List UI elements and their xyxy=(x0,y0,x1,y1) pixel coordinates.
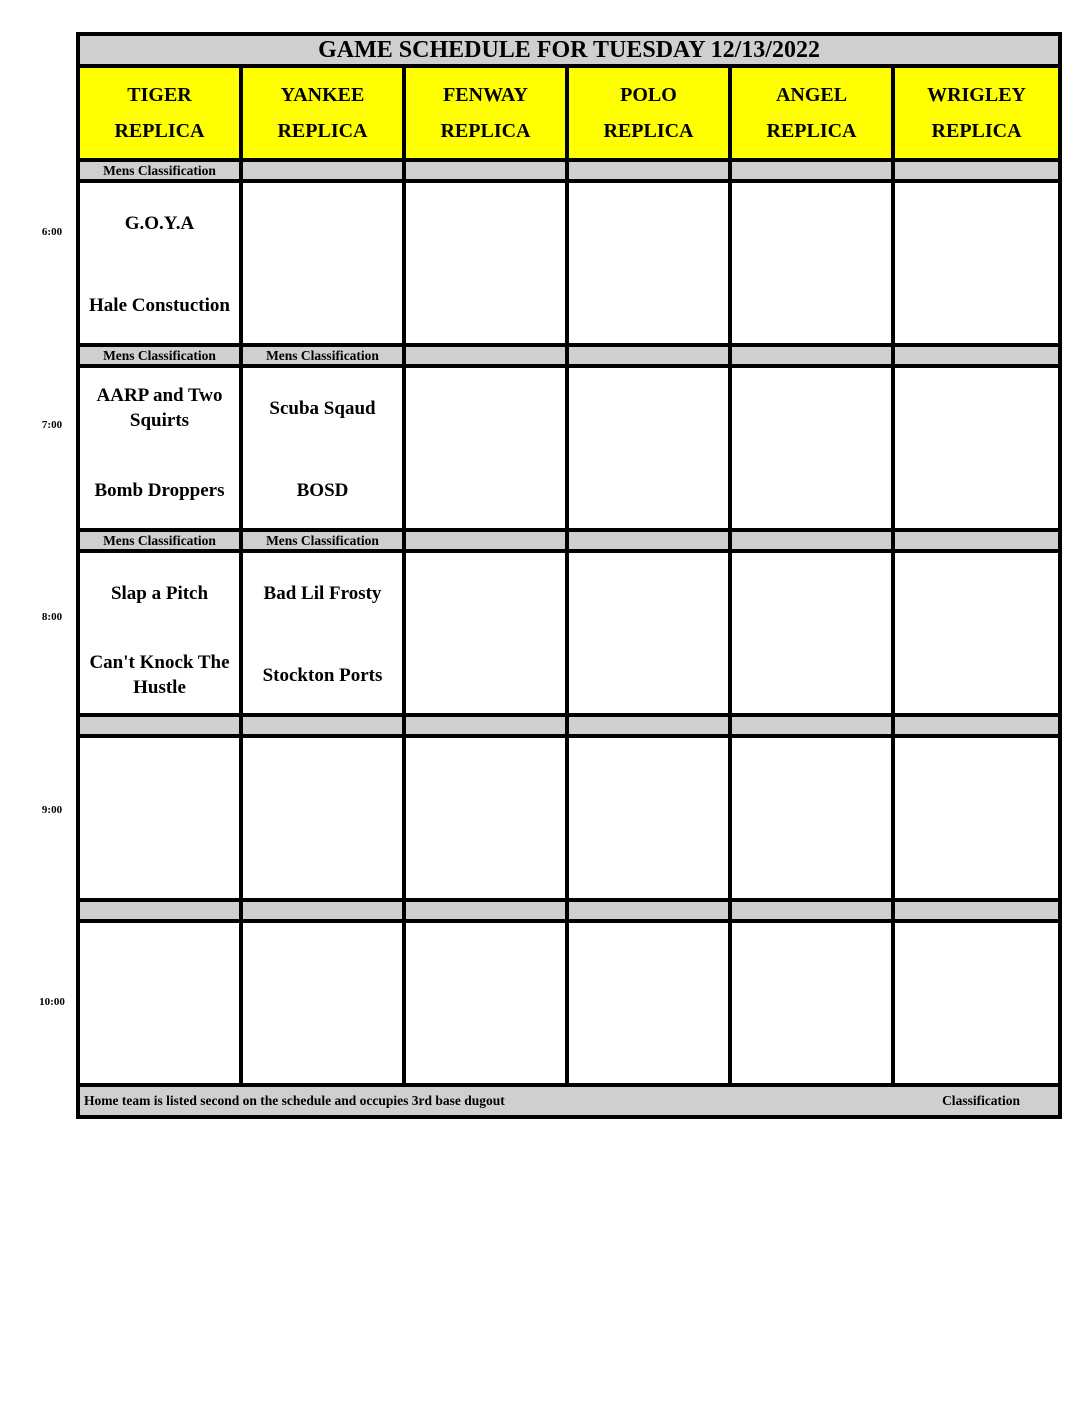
game-row xyxy=(78,181,1060,345)
game-cell xyxy=(730,736,893,900)
home-team: Hale Constuction xyxy=(89,294,230,316)
game-cell xyxy=(78,736,241,900)
classification-cell xyxy=(404,715,567,736)
field-header xyxy=(567,66,730,160)
field-header-row xyxy=(78,66,1060,160)
footer-row xyxy=(78,1085,1060,1117)
away-team xyxy=(243,183,402,263)
classification-cell xyxy=(404,345,567,366)
classification-cell xyxy=(404,900,567,921)
home-team xyxy=(895,637,1058,713)
field-header xyxy=(404,66,567,160)
footer-note-cell xyxy=(78,1085,1060,1117)
classification-row xyxy=(78,160,1060,181)
away-team xyxy=(243,923,402,1003)
game-cell xyxy=(893,181,1060,345)
title-row xyxy=(78,34,1060,66)
time-label: 9:00 xyxy=(41,803,63,816)
field-name: FENWAY xyxy=(443,84,528,106)
classification-cell xyxy=(893,530,1060,551)
home-team xyxy=(80,822,239,898)
home-team xyxy=(243,1007,402,1083)
away-team: G.O.Y.A xyxy=(124,212,195,234)
away-team: Bad Lil Frosty xyxy=(263,582,382,604)
field-sub: REPLICA xyxy=(277,120,368,142)
classification-cell xyxy=(893,900,1060,921)
classification-cell xyxy=(567,900,730,921)
home-team: Bomb Droppers xyxy=(94,479,225,501)
schedule-body xyxy=(78,34,1060,1085)
classification-cell: Mens Classification xyxy=(78,160,241,181)
footer-classification: Classification xyxy=(942,1093,1021,1108)
classification-row xyxy=(78,900,1060,921)
home-team xyxy=(895,452,1058,528)
classification-row xyxy=(78,345,1060,366)
home-team xyxy=(732,452,891,528)
game-row xyxy=(78,921,1060,1085)
away-team xyxy=(569,183,728,263)
game-cell xyxy=(241,921,404,1085)
away-team xyxy=(243,738,402,818)
away-team: Slap a Pitch xyxy=(110,582,209,604)
home-team xyxy=(406,1007,565,1083)
field-name: ANGEL xyxy=(775,84,848,106)
home-team xyxy=(569,637,728,713)
classification-cell xyxy=(78,715,241,736)
field-header xyxy=(78,66,241,160)
time-label: 7:00 xyxy=(41,418,63,431)
footer-note: Home team is listed second on the schedule and occupies 3rd base dugout xyxy=(84,1093,505,1108)
game-cell xyxy=(78,551,241,715)
away-team xyxy=(732,368,891,448)
game-cell xyxy=(730,366,893,530)
field-header xyxy=(730,66,893,160)
classification-cell: Mens Classification xyxy=(78,345,241,366)
home-team xyxy=(732,822,891,898)
away-team xyxy=(406,553,565,633)
classification-cell xyxy=(78,900,241,921)
classification-row xyxy=(78,530,1060,551)
time-label: 6:00 xyxy=(41,226,63,238)
away-team: Scuba Sqaud xyxy=(269,397,376,419)
game-cell xyxy=(404,181,567,345)
field-sub: REPLICA xyxy=(603,120,694,142)
home-team xyxy=(569,822,728,898)
field-name: YANKEE xyxy=(280,84,365,106)
classification-cell xyxy=(241,900,404,921)
away-team xyxy=(895,738,1058,818)
game-cell xyxy=(893,366,1060,530)
away-team xyxy=(895,923,1058,1003)
away-team xyxy=(732,738,891,818)
away-team: AARP and Two Squirts xyxy=(96,385,223,431)
game-cell xyxy=(78,181,241,345)
classification-cell xyxy=(567,345,730,366)
game-cell xyxy=(893,736,1060,900)
schedule-table xyxy=(76,32,1062,1119)
home-team xyxy=(243,822,402,898)
classification-cell xyxy=(567,530,730,551)
classification-cell xyxy=(567,715,730,736)
game-row xyxy=(78,551,1060,715)
away-team xyxy=(406,738,565,818)
away-team xyxy=(569,368,728,448)
game-cell xyxy=(893,551,1060,715)
game-cell xyxy=(404,736,567,900)
field-name: WRIGLEY xyxy=(927,84,1026,106)
schedule-sheet xyxy=(76,32,1058,1163)
game-cell xyxy=(404,366,567,530)
field-sub: REPLICA xyxy=(440,120,531,142)
game-cell xyxy=(567,551,730,715)
field-sub: REPLICA xyxy=(766,120,857,142)
game-cell xyxy=(404,921,567,1085)
game-row xyxy=(78,366,1060,530)
away-team xyxy=(895,183,1058,263)
away-team xyxy=(732,553,891,633)
game-cell xyxy=(241,736,404,900)
game-cell xyxy=(241,181,404,345)
time-label: 10:00 xyxy=(39,996,65,1008)
classification-cell xyxy=(404,530,567,551)
classification-cell xyxy=(241,715,404,736)
classification-cell xyxy=(893,345,1060,366)
game-cell xyxy=(78,366,241,530)
classification-cell xyxy=(567,160,730,181)
home-team xyxy=(732,267,891,343)
classification-cell xyxy=(893,160,1060,181)
field-header xyxy=(241,66,404,160)
game-cell xyxy=(893,921,1060,1085)
game-cell xyxy=(567,921,730,1085)
time-label: 8:00 xyxy=(41,611,63,623)
home-team xyxy=(243,267,402,343)
home-team: Can't Knock The Hustle xyxy=(89,652,230,698)
game-cell xyxy=(404,551,567,715)
away-team xyxy=(732,183,891,263)
away-team xyxy=(569,738,728,818)
classification-cell xyxy=(730,900,893,921)
home-team: Stockton Ports xyxy=(262,664,383,686)
game-cell xyxy=(730,551,893,715)
home-team xyxy=(732,1007,891,1083)
home-team xyxy=(406,637,565,713)
field-name: POLO xyxy=(620,84,677,106)
away-team xyxy=(569,553,728,633)
classification-cell xyxy=(730,530,893,551)
away-team xyxy=(569,923,728,1003)
away-team xyxy=(732,923,891,1003)
home-team xyxy=(406,822,565,898)
field-sub: REPLICA xyxy=(931,120,1022,142)
away-team xyxy=(406,183,565,263)
home-team xyxy=(406,452,565,528)
field-name: TIGER xyxy=(127,84,192,106)
game-cell xyxy=(78,921,241,1085)
classification-cell xyxy=(404,160,567,181)
classification-cell xyxy=(730,345,893,366)
classification-cell xyxy=(241,160,404,181)
game-cell xyxy=(567,181,730,345)
home-team: BOSD xyxy=(296,479,349,501)
away-team xyxy=(80,923,239,1003)
away-team xyxy=(406,923,565,1003)
game-cell xyxy=(730,921,893,1085)
game-row xyxy=(78,736,1060,900)
home-team xyxy=(569,267,728,343)
home-team xyxy=(569,1007,728,1083)
away-team xyxy=(895,553,1058,633)
away-team xyxy=(80,738,239,818)
home-team xyxy=(895,267,1058,343)
game-cell xyxy=(241,366,404,530)
game-cell xyxy=(730,181,893,345)
home-team xyxy=(80,1007,239,1083)
away-team xyxy=(406,368,565,448)
field-sub: REPLICA xyxy=(114,120,205,142)
classification-cell xyxy=(730,715,893,736)
classification-row xyxy=(78,715,1060,736)
classification-cell: Mens Classification xyxy=(241,345,404,366)
classification-cell: Mens Classification xyxy=(241,530,404,551)
away-team xyxy=(895,368,1058,448)
home-team xyxy=(895,1007,1058,1083)
game-cell xyxy=(241,551,404,715)
home-team xyxy=(406,267,565,343)
home-team xyxy=(895,822,1058,898)
classification-cell xyxy=(730,160,893,181)
home-team xyxy=(732,637,891,713)
page-title: GAME SCHEDULE FOR TUESDAY 12/13/2022 xyxy=(78,34,1060,66)
classification-cell xyxy=(893,715,1060,736)
home-team xyxy=(569,452,728,528)
game-cell xyxy=(567,736,730,900)
classification-cell: Mens Classification xyxy=(78,530,241,551)
field-header xyxy=(893,66,1060,160)
game-cell xyxy=(567,366,730,530)
